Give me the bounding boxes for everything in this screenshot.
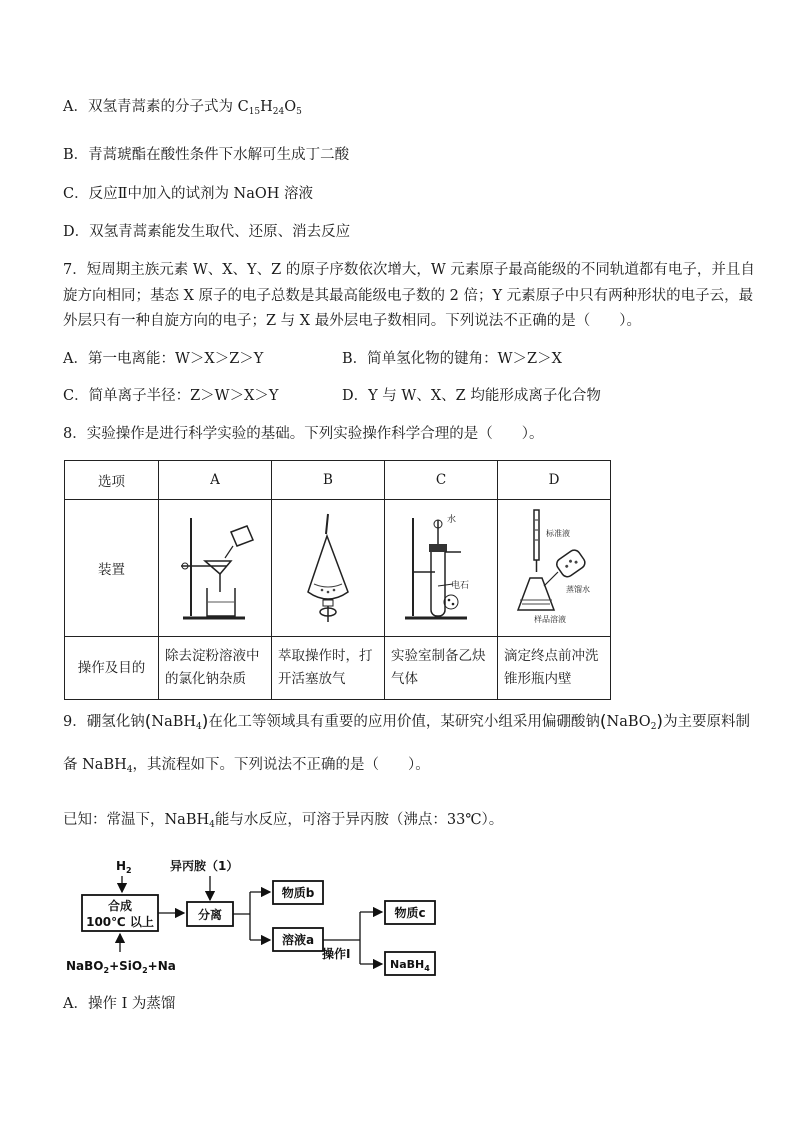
- q7-option-b: B．简单氢化物的键角：W＞Z＞X: [342, 351, 562, 367]
- flow-separation-text: 分离: [197, 908, 223, 922]
- table-header-d: D: [498, 461, 611, 500]
- ops-cell-c: 实验室制备乙炔 气体: [385, 637, 498, 700]
- label-standard-solution: 标准液: [546, 529, 570, 538]
- q6-option-c: C．反应Ⅱ中加入的试剂为 NaOH 溶液: [63, 186, 314, 202]
- table-header-a: A: [159, 461, 272, 500]
- apparatus-b-separatory-funnel: [272, 500, 385, 637]
- flow-product-text: NaBH$_4$: [390, 958, 430, 973]
- q7-option-c: C．简单离子半径：Z＞W＞X＞Y: [63, 388, 279, 404]
- q7-option-d: D．Y 与 W、X、Z 均能形成离子化合物: [342, 388, 601, 404]
- q7-option-a: A．第一电离能：W＞X＞Z＞Y: [63, 351, 264, 367]
- flow-synthesis-text2: 100℃ 以上: [86, 915, 154, 929]
- flow-isopropylamine-label: 异丙胺（1）: [170, 859, 239, 873]
- ops-cell-b: 萃取操作时，打 开活塞放气: [272, 637, 385, 700]
- ops-row-label: 操作及目的: [65, 637, 159, 700]
- q9-option-a: A．操作 I 为蒸馏: [63, 996, 176, 1012]
- q7-stem-line1: 7．短周期主族元素 W、X、Y、Z 的原子序数依次增大，W 元素原子最高能级的不同轨道都有电子，并且自: [63, 262, 755, 278]
- table-header-b: B: [272, 461, 385, 500]
- flow-h2-label: $H_2$: [116, 859, 132, 875]
- q9-known-info: 已知：常温下，NaBH$_4$能与水反应，可溶于异丙胺（沸点：33℃）。: [63, 812, 504, 830]
- q6-option-a: A．双氢青蒿素的分子式为 $C_{15}H_{24}O_5$: [63, 99, 302, 117]
- apparatus-row-label: 装置: [65, 500, 159, 637]
- q7-stem-line2: 旋方向相同；基态 X 原子的电子总数是其最高能级电子数的 2 倍；Y 元素原子中只有两种形状的电子云，最: [63, 288, 754, 304]
- ops-cell-a: 除去淀粉溶液中 的氯化钠杂质: [159, 637, 272, 700]
- flow-solution-a-text: 溶液a: [281, 933, 315, 947]
- q6-option-b: B．青蒿琥酯在酸性条件下水解可生成丁二酸: [63, 147, 350, 163]
- label-distilled-water: 蒸馏水: [566, 585, 590, 594]
- q7-stem-line3: 外层只有一种自旋方向的电子；Z 与 X 最外层电子数相同。下列说法不正确的是（ ）。: [63, 313, 641, 329]
- apparatus-c-acetylene: [385, 500, 498, 637]
- label-water: 水: [447, 515, 457, 525]
- experiment-table: [64, 460, 611, 700]
- q9-flowchart: [60, 848, 450, 980]
- label-calcium-carbide: 电石: [451, 581, 470, 591]
- q9-stem-line1: 9．硼氢化钠(NaBH$_4$)在化工等领域具有重要的应用价值，某研究小组采用偏硼酸钠(NaBO$_2$)为主要原料制: [63, 712, 751, 732]
- apparatus-d-titration: [498, 500, 611, 637]
- q6-option-d: D．双氢青蒿素能发生取代、还原、消去反应: [63, 224, 351, 240]
- flow-operation-label: 操作Ⅰ: [322, 947, 351, 961]
- label-sample-solution: 样品溶液: [534, 615, 566, 624]
- table-header-c: C: [385, 461, 498, 500]
- q8-stem: 8．实验操作是进行科学实验的基础。下列实验操作科学合理的是（ ）。: [63, 426, 544, 442]
- q9-stem-line2: 备 NaBH$_4$，其流程如下。下列说法不正确的是（ ）。: [63, 757, 430, 775]
- ops-cell-d: 滴定终点前冲洗 锥形瓶内壁: [498, 637, 611, 700]
- flow-substance-c-text: 物质c: [394, 906, 426, 920]
- apparatus-a-filtration: [159, 500, 272, 637]
- table-header-option: 选项: [65, 461, 159, 500]
- flow-synthesis-text1: 合成: [107, 899, 133, 913]
- flow-substance-b-text: 物质b: [281, 886, 315, 900]
- flow-reactants-label: NaBO$_2$+SiO$_2$+Na: [66, 959, 176, 975]
